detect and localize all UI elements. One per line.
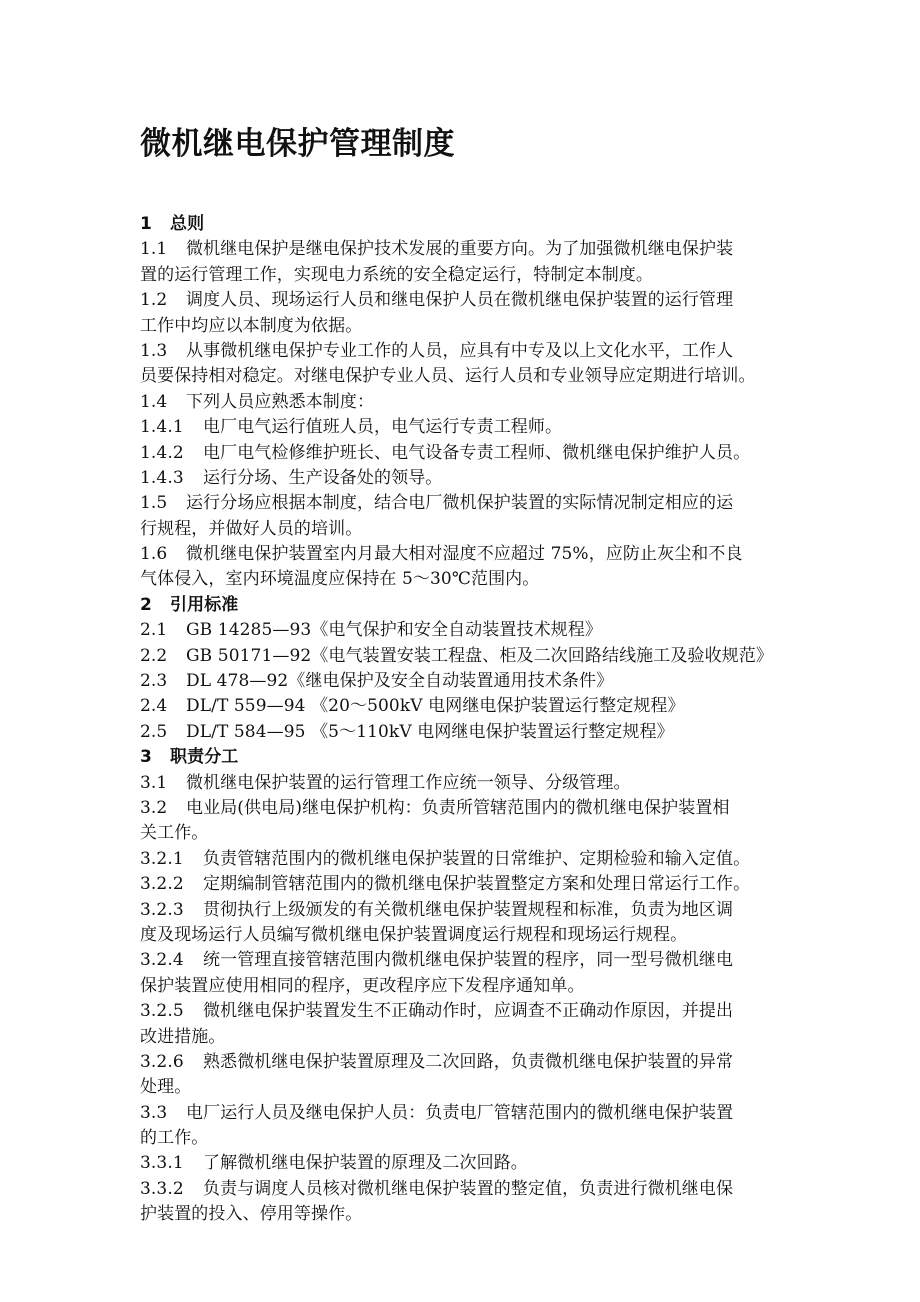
clause-line (140, 542, 790, 567)
clause-line (140, 872, 790, 897)
clause-text: 微机继电保护装置的运行管理工作应统一领导、分级管理。 (186, 772, 631, 793)
clause-number: 3 (140, 747, 152, 768)
clause-number: 3.2.2 (140, 874, 184, 895)
clause-number: 1.6 (140, 544, 168, 565)
clause-line (140, 1050, 790, 1075)
clause-line (140, 390, 790, 415)
clause-number: 3.2.4 (140, 950, 184, 971)
clause-number: 1.4 (140, 391, 168, 412)
clause-text: 改进措施。 (140, 1026, 226, 1047)
clause-text: 微机继电保护装置发生不正确动作时，应调查不正确动作原因，并提出 (203, 1001, 734, 1022)
clause-number: 2.1 (140, 620, 168, 641)
clause-text: 了解微机继电保护装置的原理及二次回路。 (203, 1153, 528, 1174)
clause-line (140, 466, 790, 491)
clause-line (140, 898, 790, 923)
clause-line (140, 415, 790, 440)
clause-number: 1.4.3 (140, 467, 184, 488)
clause-line (140, 1177, 790, 1202)
clause-line (140, 644, 790, 669)
clause-number: 1.4.1 (140, 417, 184, 438)
clause-line (140, 669, 790, 694)
clause-line (140, 288, 790, 313)
clause-number: 2.2 (140, 645, 168, 666)
paragraph-continuation (140, 263, 790, 288)
clause-text: 护装置的投入、停用等操作。 (140, 1204, 363, 1225)
clause-line (140, 237, 790, 262)
paragraph-continuation (140, 1025, 790, 1050)
clause-text: 微机继电保护是继电保护技术发展的重要方向。为了加强微机继电保护装 (186, 239, 734, 260)
clause-number: 1 (140, 214, 152, 234)
section-heading (140, 593, 790, 618)
clause-text: 贯彻执行上级颁发的有关微机继电保护装置规程和标准，负责为地区调 (203, 899, 734, 920)
clause-text: 员要保持相对稳定。对继电保护专业人员、运行人员和专业领导应定期进行培训。 (140, 366, 756, 387)
clause-text: 总则 (170, 214, 205, 234)
section-heading (140, 745, 790, 770)
paragraph-continuation (140, 364, 790, 389)
clause-text: 保护装置应使用相同的程序，更改程序应下发程序通知单。 (140, 975, 585, 996)
clause-text: 职责分工 (170, 747, 239, 768)
clause-line (140, 771, 790, 796)
clause-number: 1.2 (140, 290, 168, 311)
clause-number: 1.1 (140, 239, 168, 260)
paragraph-continuation (140, 517, 790, 542)
clause-number: 3.2.3 (140, 899, 184, 920)
clause-number: 3.2.1 (140, 848, 184, 869)
clause-line (140, 847, 790, 872)
clause-line (140, 720, 790, 745)
clause-text: DL/T 559—94 《20～500kV 电网继电保护装置运行整定规程》 (186, 696, 685, 717)
document-body (140, 212, 790, 1228)
clause-text: 引用标准 (170, 594, 239, 615)
clause-text: DL/T 584—95 《5～110kV 电网继电保护装置运行整定规程》 (186, 721, 674, 742)
clause-text: 工作中均应以本制度为依据。 (140, 315, 363, 336)
clause-line (140, 999, 790, 1024)
clause-number: 2.5 (140, 721, 168, 742)
clause-number: 3.3.1 (140, 1153, 184, 1174)
clause-line (140, 339, 790, 364)
clause-text: 关工作。 (140, 823, 209, 844)
clause-text: 置的运行管理工作，实现电力系统的安全稳定运行，特制定本制度。 (140, 264, 653, 285)
clause-number: 2.4 (140, 696, 168, 717)
clause-text: 处理。 (140, 1077, 192, 1098)
clause-text: 统一管理直接管辖范围内微机继电保护装置的程序，同一型号微机继电 (203, 950, 734, 971)
clause-text: 调度人员、现场运行人员和继电保护人员在微机继电保护装置的运行管理 (186, 290, 734, 311)
clause-text: 电厂电气检修维护班长、电气设备专责工程师、微机继电保护维护人员。 (203, 442, 751, 463)
clause-number: 1.5 (140, 493, 168, 514)
clause-number: 3.2.6 (140, 1051, 184, 1072)
section-heading (140, 212, 790, 237)
clause-text: 电厂运行人员及继电保护人员：负责电厂管辖范围内的微机继电保护装置 (186, 1102, 734, 1123)
clause-text: GB 50171—92《电气装置安装工程盘、柜及二次回路结线施工及验收规范》 (186, 645, 773, 666)
clause-number: 3.2 (140, 797, 168, 818)
clause-line (140, 1101, 790, 1126)
clause-text: 熟悉微机继电保护装置原理及二次回路，负责微机继电保护装置的异常 (203, 1051, 734, 1072)
clause-line (140, 1151, 790, 1176)
paragraph-continuation (140, 923, 790, 948)
clause-number: 1.3 (140, 340, 168, 361)
clause-number: 3.3.2 (140, 1178, 184, 1199)
clause-text: 电厂电气运行值班人员，电气运行专责工程师。 (203, 417, 563, 438)
clause-text: 的工作。 (140, 1128, 209, 1149)
clause-text: 运行分场、生产设备处的领导。 (203, 467, 443, 488)
clause-text: 微机继电保护装置室内月最大相对湿度不应超过 75%，应防止灰尘和不良 (186, 544, 743, 565)
clause-text: 度及现场运行人员编写微机继电保护装置调度运行规程和现场运行规程。 (140, 924, 688, 945)
clause-number: 3.2.5 (140, 1001, 184, 1022)
paragraph-continuation (140, 567, 790, 592)
clause-text: 定期编制管辖范围内的微机继电保护装置整定方案和处理日常运行工作。 (203, 874, 751, 895)
clause-text: 负责与调度人员核对微机继电保护装置的整定值，负责进行微机继电保 (203, 1178, 734, 1199)
clause-line (140, 948, 790, 973)
paragraph-continuation (140, 1126, 790, 1151)
clause-line (140, 491, 790, 516)
clause-number: 3.1 (140, 772, 168, 793)
paragraph-continuation (140, 1202, 790, 1227)
clause-text: DL 478—92《继电保护及安全自动装置通用技术条件》 (186, 671, 614, 692)
clause-text: 电业局(供电局)继电保护机构：负责所管辖范围内的微机继电保护装置相 (186, 797, 730, 818)
clause-line (140, 694, 790, 719)
clause-number: 3.3 (140, 1102, 168, 1123)
clause-text: 运行分场应根据本制度，结合电厂微机保护装置的实际情况制定相应的运 (186, 493, 734, 514)
paragraph-continuation (140, 821, 790, 846)
clause-line (140, 796, 790, 821)
clause-number: 1.4.2 (140, 442, 184, 463)
clause-number: 2 (140, 594, 152, 615)
paragraph-continuation (140, 1075, 790, 1100)
paragraph-continuation (140, 314, 790, 339)
clause-text: 行规程，并做好人员的培训。 (140, 518, 363, 539)
clause-text: 下列人员应熟悉本制度： (186, 391, 375, 412)
clause-text: 从事微机继电保护专业工作的人员，应具有中专及以上文化水平，工作人 (186, 340, 734, 361)
clause-number: 2.3 (140, 671, 168, 692)
clause-text: 负责管辖范围内的微机继电保护装置的日常维护、定期检验和输入定值。 (203, 848, 751, 869)
paragraph-continuation (140, 974, 790, 999)
document-title: 微机继电保护管理制度 (140, 126, 455, 162)
clause-text: 气体侵入，室内环境温度应保持在 5～30℃范围内。 (140, 569, 540, 590)
clause-line (140, 441, 790, 466)
clause-line (140, 618, 790, 643)
clause-text: GB 14285—93《电气保护和安全自动装置技术规程》 (186, 620, 602, 641)
